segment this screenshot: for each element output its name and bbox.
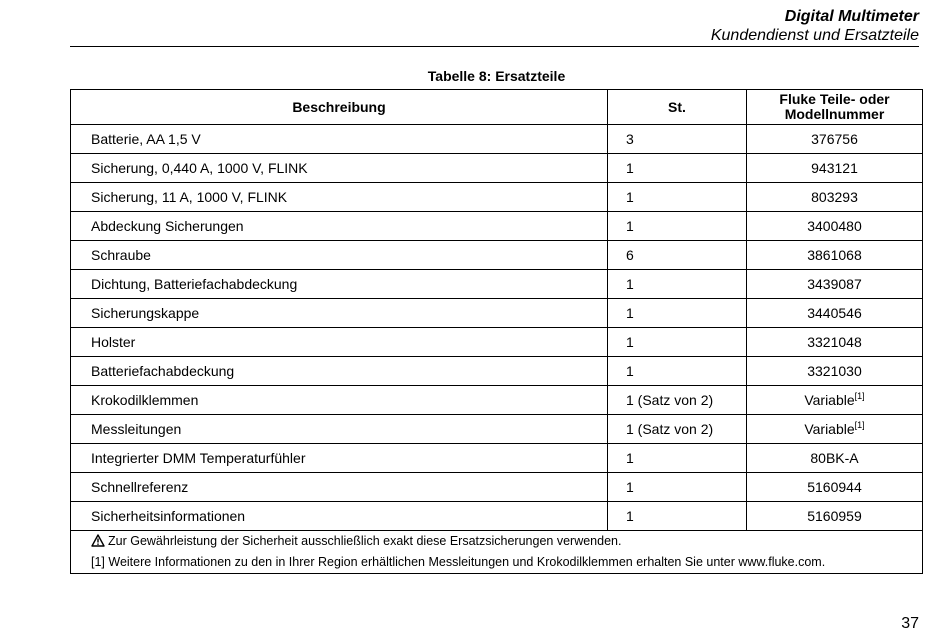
description-cell [71, 154, 608, 183]
table-row [71, 212, 923, 241]
part-number-cell-text: 943121 [811, 160, 858, 176]
quantity-cell [608, 270, 747, 299]
part-number-cell-text: 3861068 [807, 247, 862, 263]
quantity-cell [608, 154, 747, 183]
table-row [71, 357, 923, 386]
quantity-cell [608, 183, 747, 212]
description-cell [71, 386, 608, 415]
description-cell-text: Sicherung, 0,440 A, 1000 V, FLINK [91, 160, 308, 176]
quantity-cell-text: 1 [626, 508, 634, 524]
quantity-cell-text: 6 [626, 247, 634, 263]
part-number-cell [747, 415, 923, 444]
warning-text: Zur Gewährleistung der Sicherheit ausschließlich exakt diese Ersatzsicherungen verwenden. [108, 534, 622, 548]
description-cell-text: Batterie, AA 1,5 V [91, 131, 201, 147]
description-cell [71, 328, 608, 357]
spare-parts-table [70, 89, 923, 574]
quantity-cell-text: 1 [626, 276, 634, 292]
warning-triangle-icon [91, 534, 105, 553]
quantity-cell-text: 1 (Satz von 2) [626, 421, 714, 437]
description-cell-text: Sicherheitsinformationen [91, 508, 246, 524]
quantity-cell [608, 444, 747, 473]
part-number-cell [747, 502, 923, 531]
quantity-cell-text: 1 [626, 363, 634, 379]
part-number-cell [747, 154, 923, 183]
table-row [71, 328, 923, 357]
column-header-part-number-line1: Fluke Teile- oder [779, 91, 890, 107]
column-header-part-number [747, 90, 923, 125]
description-cell [71, 270, 608, 299]
notes-row [71, 531, 923, 574]
description-cell-text: Integrierter DMM Temperaturfühler [91, 450, 306, 466]
description-cell-text: Sicherungskappe [91, 305, 200, 321]
description-cell [71, 415, 608, 444]
description-cell-text: Messleitungen [91, 421, 182, 437]
description-cell [71, 473, 608, 502]
part-number-cell [747, 241, 923, 270]
description-cell [71, 502, 608, 531]
part-number-cell-text: 80BK-A [810, 450, 859, 466]
table-notes [71, 531, 923, 574]
part-number-cell-text: 3440546 [807, 305, 862, 321]
description-cell [71, 299, 608, 328]
description-cell [71, 241, 608, 270]
part-number-cell [747, 125, 923, 154]
quantity-cell-text: 3 [626, 131, 634, 147]
page-header [711, 7, 919, 45]
column-header-description: Beschreibung [71, 90, 608, 125]
table-row [71, 154, 923, 183]
quantity-cell [608, 328, 747, 357]
quantity-cell [608, 415, 747, 444]
part-number-cell-text: 3321048 [807, 334, 862, 350]
part-number-cell [747, 386, 923, 415]
description-cell [71, 444, 608, 473]
part-number-cell-text: 3439087 [807, 276, 862, 292]
quantity-cell [608, 212, 747, 241]
quantity-cell [608, 299, 747, 328]
header-rule [70, 46, 919, 47]
quantity-cell-text: 1 [626, 305, 634, 321]
column-header-quantity: St. [608, 90, 747, 125]
description-cell [71, 212, 608, 241]
part-number-cell [747, 183, 923, 212]
document-title: Digital Multimeter [784, 8, 919, 25]
table-caption: Tabelle 8: Ersatzteile [427, 68, 566, 84]
quantity-cell-text: 1 (Satz von 2) [626, 392, 714, 408]
table-row [71, 299, 923, 328]
description-cell [71, 357, 608, 386]
description-cell [71, 183, 608, 212]
quantity-cell-text: 1 [626, 189, 634, 205]
part-number-cell-text: 5160944 [807, 479, 862, 495]
footnote-1: [1] Weitere Informationen zu den in Ihrer Region erhältlichen Messleitungen und Krokodilklemmen erhalten Sie unter www.fluke.com. [91, 555, 826, 569]
table-header-row [71, 90, 923, 125]
quantity-cell-text: 1 [626, 334, 634, 350]
column-header-part-number-line2: Modellnummer [784, 106, 885, 122]
part-number-cell [747, 270, 923, 299]
page-number: 37 [901, 615, 919, 632]
quantity-cell [608, 473, 747, 502]
table-body [71, 125, 923, 531]
part-number-cell-text: 3400480 [807, 218, 862, 234]
description-cell-text: Holster [91, 334, 136, 350]
part-number-cell [747, 299, 923, 328]
quantity-cell [608, 386, 747, 415]
part-number-cell-text: Variable [804, 421, 855, 437]
table-row [71, 473, 923, 502]
description-cell-text: Dichtung, Batteriefachabdeckung [91, 276, 298, 292]
part-number-cell [747, 444, 923, 473]
description-cell-text: Abdeckung Sicherungen [91, 218, 244, 234]
section-title: Kundendienst und Ersatzteile [710, 27, 919, 44]
part-number-cell [747, 328, 923, 357]
footnote-marker: [1] [854, 420, 865, 430]
part-number-cell [747, 473, 923, 502]
quantity-cell-text: 1 [626, 450, 634, 466]
description-cell-text: Batteriefachabdeckung [91, 363, 235, 379]
quantity-cell [608, 125, 747, 154]
table-row [71, 183, 923, 212]
table-row [71, 125, 923, 154]
warning-note [91, 532, 922, 553]
quantity-cell [608, 502, 747, 531]
footnote-marker: [1] [854, 391, 865, 401]
description-cell-text: Schnellreferenz [91, 479, 189, 495]
part-number-cell-text: 803293 [811, 189, 858, 205]
description-cell [71, 125, 608, 154]
quantity-cell [608, 357, 747, 386]
quantity-cell-text: 1 [626, 479, 634, 495]
table-row [71, 444, 923, 473]
table-row [71, 502, 923, 531]
description-cell-text: Krokodilklemmen [91, 392, 199, 408]
table-row [71, 386, 923, 415]
table-row [71, 415, 923, 444]
table-row [71, 270, 923, 299]
quantity-cell-text: 1 [626, 160, 634, 176]
quantity-cell-text: 1 [626, 218, 634, 234]
part-number-cell-text: 5160959 [807, 508, 862, 524]
part-number-cell-text: 376756 [811, 131, 858, 147]
part-number-cell-text: 3321030 [807, 363, 862, 379]
description-cell-text: Schraube [91, 247, 151, 263]
quantity-cell [608, 241, 747, 270]
description-cell-text: Sicherung, 11 A, 1000 V, FLINK [91, 189, 288, 205]
part-number-cell [747, 212, 923, 241]
part-number-cell-text: Variable [804, 392, 855, 408]
part-number-cell [747, 357, 923, 386]
table-row [71, 241, 923, 270]
